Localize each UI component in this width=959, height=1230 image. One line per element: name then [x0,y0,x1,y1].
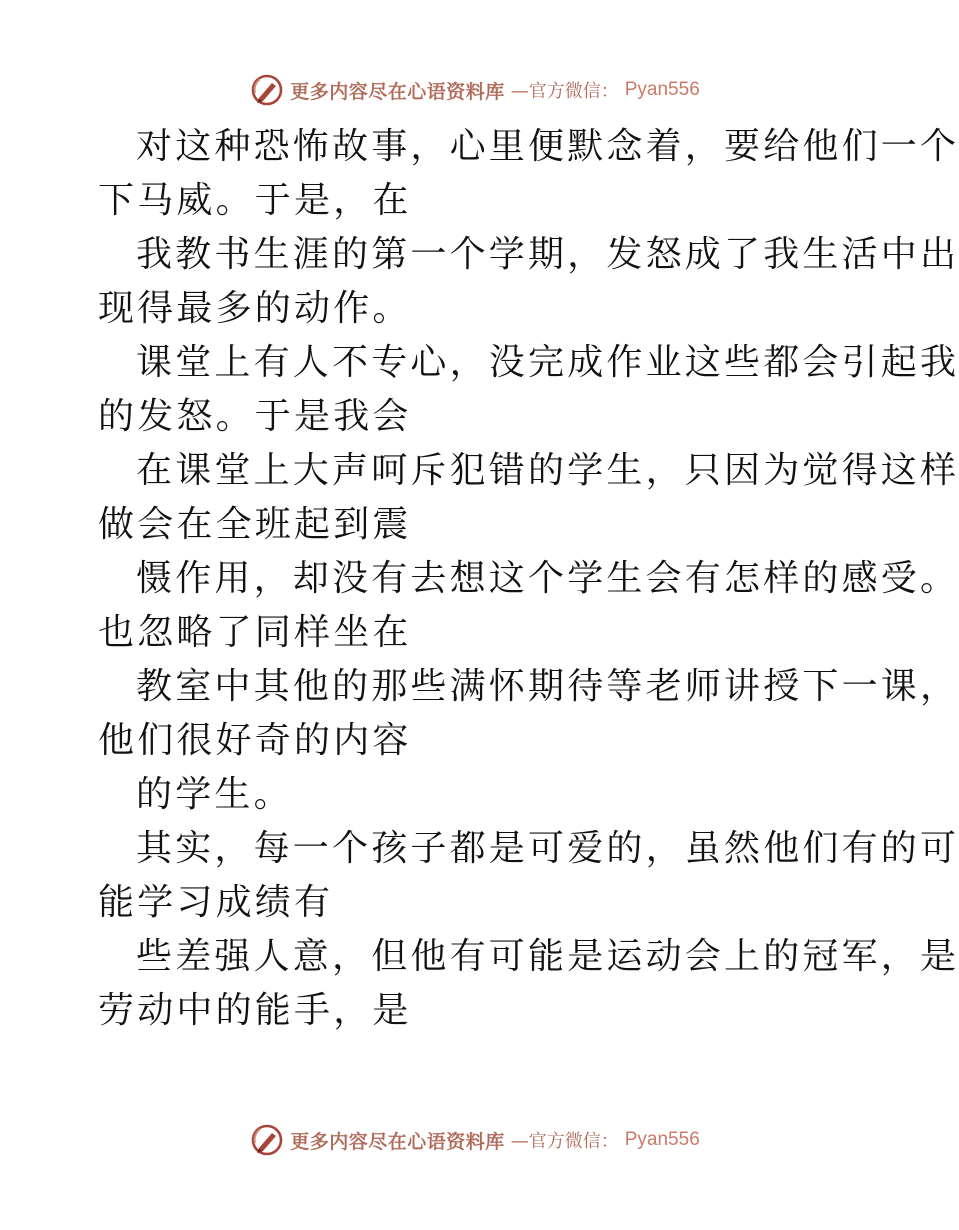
footer-site-name: 更多内容尽在心语资料库 [290,1130,505,1153]
text-line: 能学习成绩有 [98,882,334,923]
text-line: 在课堂上大声呵斥犯错的学生，只因为觉得这样 [136,450,959,491]
text-line: 的学生。 [136,774,293,815]
text-line: 也忽略了同样坐在 [98,612,412,653]
text-line: 下马威。于是，在 [98,180,412,221]
document-body [98,120,959,1038]
header-banner [0,70,950,110]
text-line: 他们很好奇的内容 [98,720,412,761]
text-line: 课堂上有人不专心，没完成作业这些都会引起我 [136,342,959,383]
pen-logo-icon [250,73,284,107]
header-separator: —官方微信： [510,81,619,102]
text-line: 劳动中的能手，是 [98,990,412,1031]
text-line: 我教书生涯的第一个学期，发怒成了我生活中出 [136,234,959,275]
text-line: 做会在全班起到震 [98,504,412,545]
text-line: 对这种恐怖故事，心里便默念着，要给他们一个 [136,126,959,167]
text-line: 其实，每一个孩子都是可爱的，虽然他们有的可 [136,828,959,869]
header-wechat-id: Pyan556 [624,79,700,100]
text-line: 教室中其他的那些满怀期待等老师讲授下一课， [136,666,959,707]
pen-logo-icon [250,1123,284,1157]
footer-separator: —官方微信： [510,1131,619,1152]
header-site-name: 更多内容尽在心语资料库 [290,80,505,103]
footer-wechat-id: Pyan556 [624,1129,700,1150]
text-line: 些差强人意，但他有可能是运动会上的冠军，是 [136,936,959,977]
text-line: 慑作用，却没有去想这个学生会有怎样的感受。 [136,558,959,599]
text-line: 现得最多的动作。 [98,288,412,329]
text-line: 的发怒。于是我会 [98,396,412,437]
footer-banner [0,1120,950,1160]
